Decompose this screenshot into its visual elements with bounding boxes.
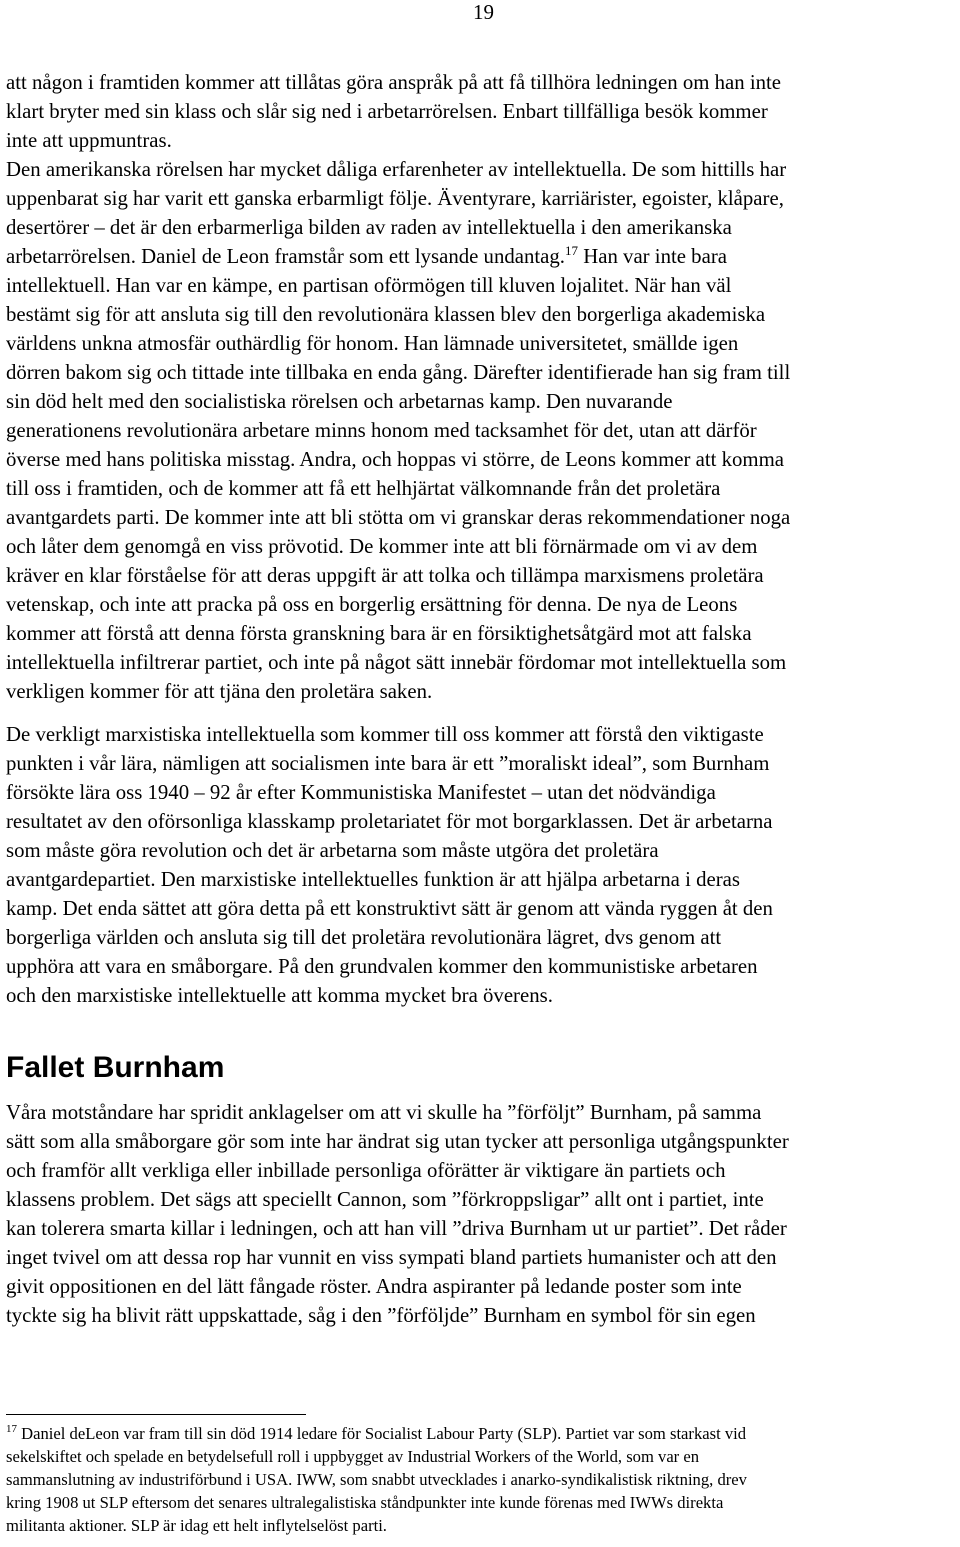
text-line: kan tolerera smarta killar i ledningen, och att han vill ”driva Burnham ut ur partiet”. Det råder — [6, 1217, 787, 1240]
text-line: punkten i vår lära, nämligen att socialismen inte bara är ett ”moraliskt ideal”, som Burnham — [6, 752, 770, 775]
text-line: försökte lära oss 1940 – 92 år efter Kommunistiska Manifestet – utan det nödvändiga — [6, 781, 716, 804]
paragraph-intellectuals — [6, 68, 954, 706]
footnote-line: sekelskiftet och spelade en betydelsefull roll i uppbygget av Industrial Workers of the World, som var en — [6, 1447, 700, 1466]
footnote-line: militanta aktioner. SLP är idag ett helt inflytelselöst parti. — [6, 1516, 387, 1535]
footnote-line: kring 1908 ut SLP eftersom det senares ultralegalistiska ståndpunkter inte kunde förenas med IWWs direkta — [6, 1493, 724, 1512]
text-line: bestämt sig för att ansluta sig till den revolutionära klassen blev den borgerliga akademiska — [6, 303, 766, 326]
text-line: som måste göra revolution och det är arbetarna som måste utgöra det proletära — [6, 839, 659, 862]
text-line: kräver en klar förståelse för att deras uppgift är att tolka och tillämpa marxismens proletära — [6, 564, 764, 587]
text-line: verkligen kommer för att tjäna den proletära saken. — [6, 680, 433, 703]
text-line: generationens revolutionära arbetare minns honom med tacksamhet för det, utan att därför — [6, 419, 757, 442]
text-line: klassens problem. Det sägs att speciellt Cannon, som ”förkroppsligar” allt ont i partiet, inte — [6, 1188, 764, 1211]
text-line: De verkligt marxistiska intellektuella som kommer till oss kommer att förstå den viktigaste — [6, 723, 764, 746]
text-line: avantgardepartiet. Den marxistiske intellektuelles funktion är att hjälpa arbetarna i deras — [6, 868, 740, 891]
footnote-line: Daniel deLeon var fram till sin död 1914 ledare för Socialist Labour Party (SLP). Partiet var som starkast vid — [17, 1424, 747, 1443]
text-line: klart bryter med sin klass och slår sig ned i arbetarrörelsen. Enbart tillfälliga besök kommer — [6, 100, 768, 123]
footnote — [6, 1422, 954, 1537]
text-line: till oss i framtiden, och de kommer att få ett helhjärtat välkomnande från det proletära — [6, 477, 721, 500]
text-line: givit oppositionen en del lätt fångade röster. Andra aspiranter på ledande poster som inte — [6, 1275, 742, 1298]
text-line: och låter dem genomgå en viss prövotid. De kommer inte att bli förnärmade om vi av dem — [6, 535, 758, 558]
text-line: Den amerikanska rörelsen har mycket dåliga erfarenheter av intellektuella. De som hittills har — [6, 158, 787, 181]
text-line: sin död helt med den socialistiska rörelsen och arbetarnas kamp. Den nuvarande — [6, 390, 673, 413]
text-line: dörren bakom sig och tittade inte tillbaka en enda gång. Därefter identifierade han sig fram till — [6, 361, 791, 384]
footnote-mark: 17 — [6, 1423, 17, 1435]
text-line: kamp. Det enda sättet att göra detta på ett konstruktivt sätt är genom att vända ryggen åt den — [6, 897, 773, 920]
text-line: vetenskap, och inte att pracka på oss en borgerlig ersättning för denna. De nya de Leons — [6, 593, 738, 616]
text-line: avantgardets parti. De kommer inte att bli stötta om vi granskar deras rekommendationer noga — [6, 506, 791, 529]
text-line: upphöra att vara en småborgare. På den grundvalen kommer den kommunistiske arbetaren — [6, 955, 758, 978]
text-line: och den marxistiske intellektuelle att komma mycket bra överens. — [6, 984, 553, 1007]
footnote-divider — [6, 1414, 306, 1415]
text-line: tyckte sig ha blivit rätt uppskattade, såg i den ”förföljde” Burnham en symbol för sin egen — [6, 1304, 756, 1327]
text-line: Han var inte bara — [578, 245, 727, 268]
section-heading: Fallet Burnham — [6, 1051, 225, 1084]
text-line: sätt som alla småborgare gör som inte har ändrat sig utan tycker att personliga utgångspunkter — [6, 1130, 789, 1153]
text-line: intellektuell. Han var en kämpe, en partisan oförmögen till kluven lojalitet. När han väl — [6, 274, 732, 297]
text-line: överse med hans politiska misstag. Andra, och hoppas vi större, de Leons kommer att komma — [6, 448, 784, 471]
text-line: inget tvivel om att dessa rop har vunnit en viss sympati bland partiets humanister och att den — [6, 1246, 777, 1269]
footnote-reference[interactable]: 17 — [565, 243, 578, 258]
text-line: inte att uppmuntras. — [6, 129, 172, 152]
text-line: arbetarrörelsen. Daniel de Leon framstår som ett lysande undantag. — [6, 245, 565, 268]
text-line: att någon i framtiden kommer att tillåtas göra anspråk på att få tillhöra ledningen om han inte — [6, 71, 782, 94]
text-line: desertörer – det är den erbarmerliga bilden av raden av intellektuella i den amerikanska — [6, 216, 732, 239]
page-number: 19 — [473, 0, 494, 24]
paragraph-marxist-intellectuals — [6, 720, 954, 1010]
page-body — [6, 68, 954, 1330]
text-line: Våra motståndare har spridit anklagelser om att vi skulle ha ”förföljt” Burnham, på samma — [6, 1101, 762, 1124]
text-line: borgerliga världen och ansluta sig till det proletära revolutionära lägret, dvs genom att — [6, 926, 722, 949]
text-line: och framför allt verkliga eller inbillade personliga oförätter är viktigare än partiets och — [6, 1159, 726, 1182]
text-line: intellektuella infiltrerar partiet, och inte på något sätt innebär fördomar mot intellektuella som — [6, 651, 787, 674]
text-line: världens unkna atmosfär outhärdlig för honom. Han lämnade universitetet, smällde igen — [6, 332, 739, 355]
text-line: kommer att förstå att denna första granskning bara är en försiktighetsåtgärd mot att falska — [6, 622, 752, 645]
footnote-line: sammanslutning av industriförbund i USA. IWW, som snabbt utvecklades i anarko-syndikalistisk riktning, drev — [6, 1470, 747, 1489]
text-line: uppenbarat sig har varit ett ganska erbarmligt följe. Äventyrare, karriärister, egoister, klåpare, — [6, 187, 784, 210]
paragraph-burnham — [6, 1098, 954, 1330]
text-line: resultatet av den oförsonliga klasskamp proletariatet för mot borgarklassen. Det är arbetarna — [6, 810, 773, 833]
